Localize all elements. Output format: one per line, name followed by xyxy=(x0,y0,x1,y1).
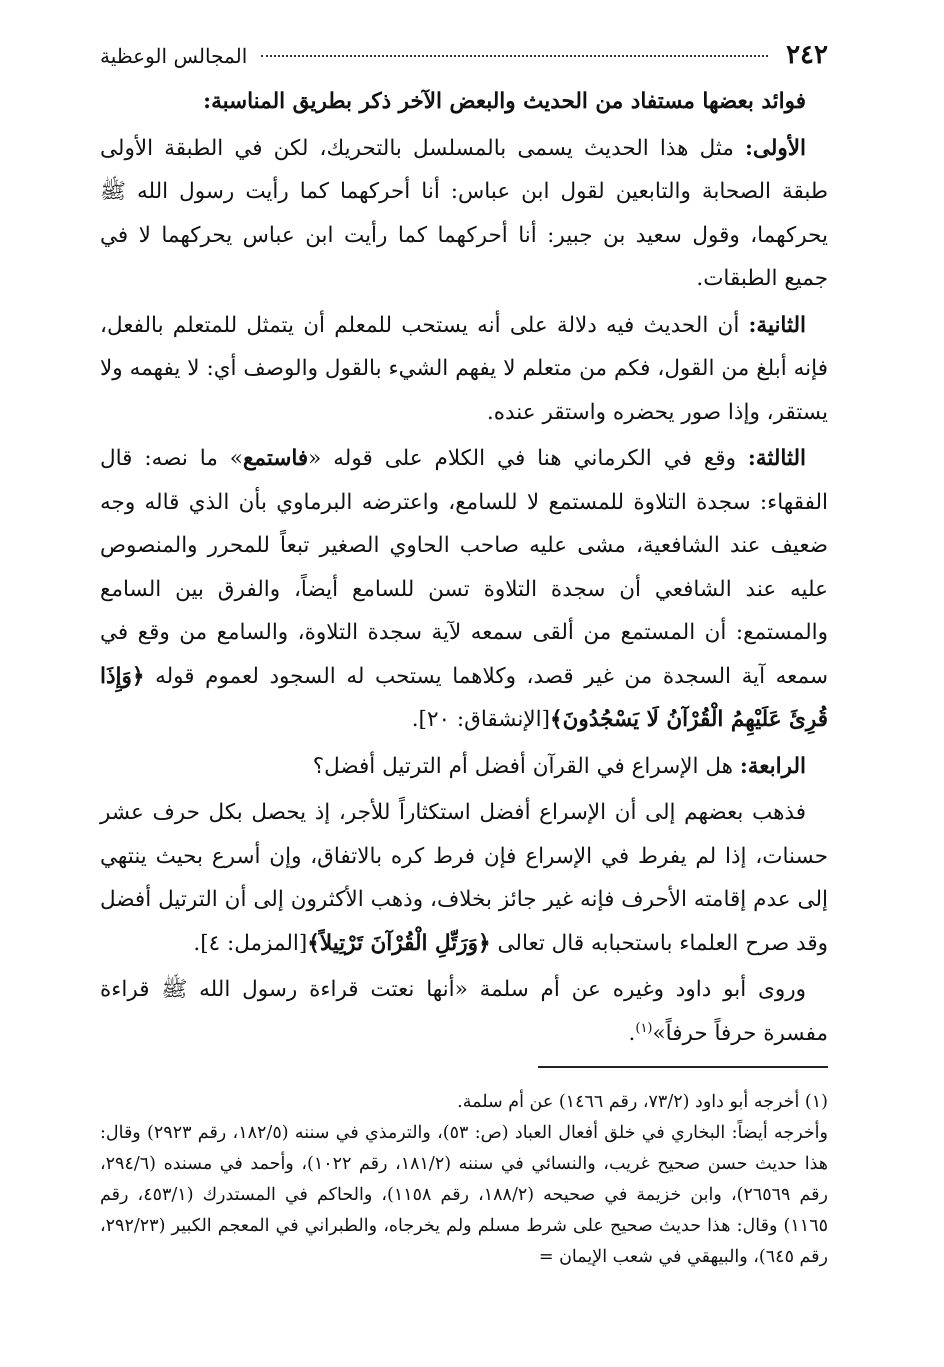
running-title: المجالس الوعظية xyxy=(100,44,248,68)
paragraph-speed-reference: [المزمل: ٤]. xyxy=(193,930,308,956)
paragraph-speed xyxy=(100,791,828,965)
point-third-keyword: فاستمع xyxy=(242,446,309,471)
running-header xyxy=(100,40,828,80)
point-fourth-text: هل الإسراع في القرآن أفضل أم الترتيل أفضل؟ xyxy=(312,753,740,779)
header-dotted-leader xyxy=(261,55,768,57)
paragraph-speed-verse: ﴿وَرَتِّلِ الْقُرْآنَ تَرْتِيلاً﴾ xyxy=(307,930,491,956)
paragraph-umm-salama-text: وروى أبو داود وغيره عن أم سلمة «أنها نعتت قراءة رسول الله ﷺ قراءة مفسرة حرفاً حرفاً» xyxy=(100,977,828,1046)
point-third xyxy=(100,437,828,742)
footnote-divider xyxy=(538,1066,828,1068)
point-second-text: أن الحديث فيه دلالة على أنه يستحب للمعلم أن يتمثل للمتعلم بالفعل، فإنه أبلغ من القول، فكم من متعلم لا يفهم الشيء بالقول والوصف أي: لا يفهمه ولا يستقر، وإذا صور يحضره واستقر عنده. xyxy=(100,312,828,425)
point-first xyxy=(100,127,828,301)
point-third-text-after: » ما نصه: قال الفقهاء: سجدة التلاوة للمستمع لا للسامع، واعترضه البرماوي بأن الذي قاله وجه ضعيف عند الشافعية، مشى عليه صاحب الحاوي الصغير تبعاً للمحرر والمنصوص عليه عند الشافعي أن سجدة التلاوة تسن للسامع أيضاً، والفرق بين السامع والمستمع: أن المستمع من ألقى سمعه لآية سجدة التلاوة، والسامع من وقع في سمعه آية السجدة من غير قصد، وكلاهما يستحب له السجود لعموم قوله xyxy=(100,446,828,689)
book-page xyxy=(100,40,828,1058)
point-fourth-label: الرابعة: xyxy=(739,753,806,779)
point-first-text: مثل هذا الحديث يسمى بالمسلسل بالتحريك، لكن في الطبقة الأولى طبقة الصحابة والتابعين لقول ابن عباس: أنا أحركهما كما رأيت رسول الله ﷺ يحركهما، وقول سعيد بن جبير: أنا أحركهما كما رأيت ابن عباس يحركهما لا في جميع الطبقات. xyxy=(100,135,828,291)
point-third-reference: [الإنشقاق: ٢٠]. xyxy=(411,707,551,732)
point-third-label: الثالثة: xyxy=(747,446,806,471)
footnotes xyxy=(100,1087,828,1273)
paragraph-speed-text: فذهب بعضهم إلى أن الإسراع أفضل استكثاراً للأجر، إذ يحصل بكل حرف عشر حسنات، إذا لم يفرط في الإسراع فإن فرط كره بالاتفاق، وإن أسرع بحيث ينتهي إلى عدم إقامته الأحرف فإنه غير جائز بخلاف، وذهب الأكثرون إلى أن الترتيل أفضل وقد صرح العلماء باستحبابه قال تعالى xyxy=(100,800,828,956)
footnote-marker[interactable]: (١) xyxy=(635,1020,653,1036)
footnote-1-continued: وأخرجه أيضاً: البخاري في خلق أفعال العباد (ص: ٥٣)، والترمذي في سننه (١٨٢/٥، رقم ٢٩٢٣) وقال: هذا حديث حسن صحيح غريب، والنسائي في سننه (١٨١/٢، رقم ١٠٢٢)، وأحمد في مسنده (٢٩٤/٦، رقم ٢٦٥٦٩)، وابن خزيمة في صحيحه (١٨٨/٢، رقم ١١٥٨)، والحاكم في المستدرك (٤٥٣/١، رقم ١١٦٥) وقال: هذا حديث صحيح على شرط مسلم ولم يخرجاه، والطبراني في المعجم الكبير (٢٩٢/٢٣، رقم ٦٤٥)، والبيهقي في شعب الإيمان = xyxy=(100,1123,828,1267)
main-text xyxy=(100,80,828,1055)
paragraph-umm-salama xyxy=(100,968,828,1055)
section-heading: فوائد بعضها مستفاد من الحديث والبعض الآخر ذكر بطريق المناسبة: xyxy=(203,89,806,114)
point-fourth xyxy=(100,745,828,789)
point-third-text-before: وقع في الكرماني هنا في الكلام على قوله « xyxy=(308,446,748,471)
point-second xyxy=(100,304,828,435)
point-second-label: الثانية: xyxy=(748,312,806,338)
point-first-label: الأولى: xyxy=(744,135,806,161)
point-third-verse: ﴿وَإِذَا قُرِئَ عَلَيْهِمُ الْقُرْآنُ لَا يَسْجُدُونَ﴾ xyxy=(100,663,828,732)
page-number: ٢٤٢ xyxy=(786,40,828,70)
paragraph-umm-salama-end: . xyxy=(628,1020,636,1046)
footnote-1: (١) أخرجه أبو داود (٧٣/٢، رقم ١٤٦٦) عن أم سلمة. xyxy=(457,1092,828,1112)
